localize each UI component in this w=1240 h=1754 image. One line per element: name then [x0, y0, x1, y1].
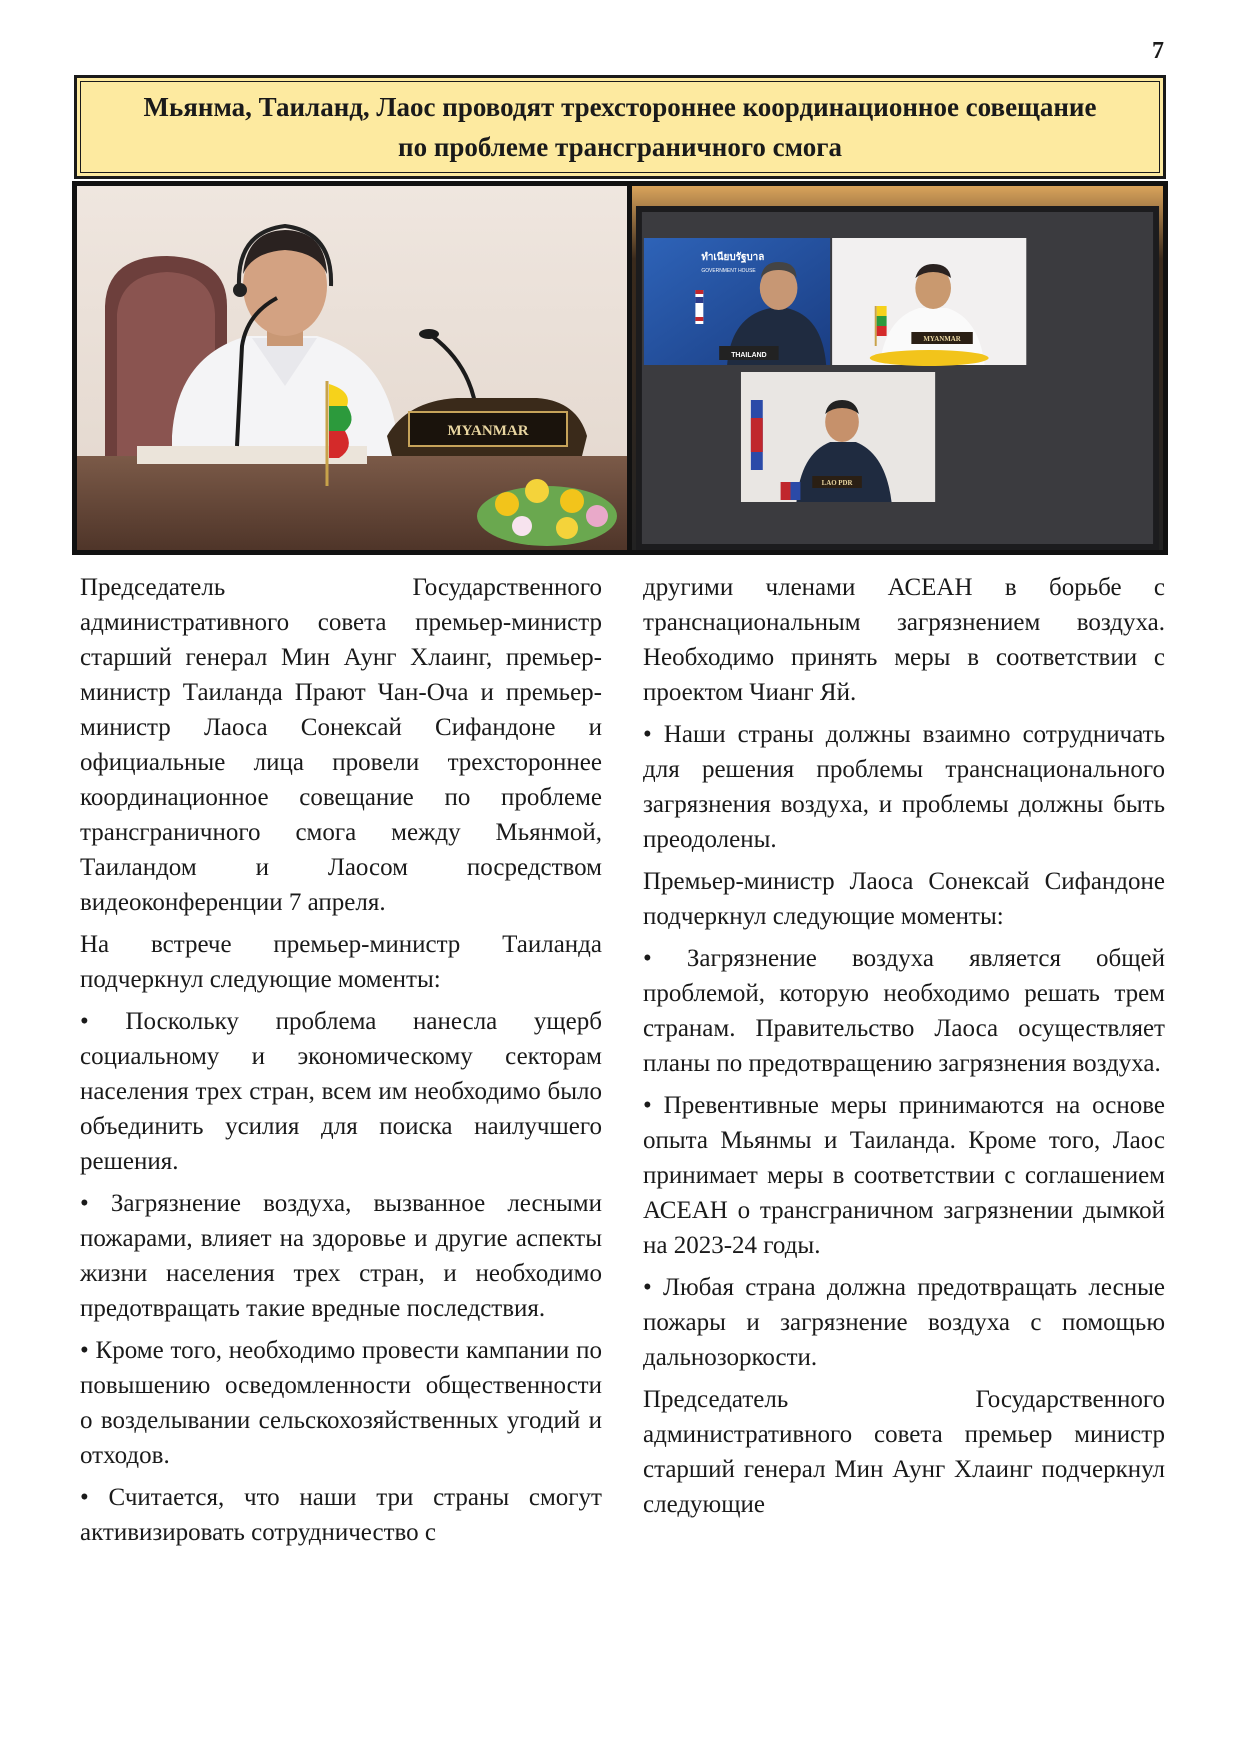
paragraph: Председатель Государственного административного совета премьер министр старший генерал Мин Аунг Хлаинг подчеркнул следующие	[643, 1386, 1165, 1518]
photo-myanmar-delegate	[77, 186, 627, 550]
bullet-paragraph: • Загрязнение воздуха, вызванное лесными пожарами, влияет на здоровье и другие аспекты жизни населения трех стран, и необходимо предотвращать такие вредные последствия.	[80, 1190, 602, 1322]
page-number: 7	[1152, 38, 1164, 64]
nameplate-myanmar-text: MYANMAR	[447, 423, 529, 439]
article-column-left	[80, 570, 602, 1557]
nameplate-thailand-text: THAILAND	[731, 351, 767, 360]
bullet-paragraph: • Поскольку проблема нанесла ущерб социальному и экономическому секторам населения трех стран, всем им необходимо было объединить усилия для поиска наилучшего решения.	[80, 1008, 602, 1175]
bullet-paragraph: • Превентивные меры принимаются на основе опыта Мьянмы и Таиланда. Кроме того, Лаос принимает меры в соответствии с соглашением АСЕАН о трансграничном загрязнении дымкой на 2023-24 годы.	[643, 1092, 1165, 1259]
photo-video-conference-image	[632, 186, 1163, 550]
screen-header-text: ทำเนียบรัฐบาล	[701, 251, 765, 264]
nameplate-myanmar-screen-text: MYANMAR	[923, 334, 961, 344]
bullet-paragraph: • Считается, что наши три страны смогут активизировать сотрудничество с	[80, 1484, 602, 1546]
screen-subheader-text: GOVERNMENT HOUSE	[701, 268, 756, 275]
photo-frame	[72, 181, 1168, 555]
article-column-right	[643, 570, 1165, 1529]
paragraph: Премьер-министр Лаоса Сонексай Сифандоне подчеркнул следующие моменты:	[643, 868, 1165, 930]
photo-myanmar-delegate-image	[77, 186, 627, 550]
bullet-paragraph: • Загрязнение воздуха является общей проблемой, которую необходимо решать трем странам. Правительство Лаоса осуществляет планы по предотвращению загрязнения воздуха.	[643, 945, 1165, 1077]
paragraph: На встрече премьер-министр Таиланда подчеркнул следующие моменты:	[80, 931, 602, 993]
bullet-paragraph: • Любая страна должна предотвращать лесные пожары и загрязнение воздуха с помощью дальнозоркости.	[643, 1274, 1165, 1371]
bullet-paragraph: • Кроме того, необходимо провести кампании по повышению осведомленности общественности о возделывании сельскохозяйственных угодий и отходов.	[80, 1337, 602, 1469]
bullet-paragraph: • Наши страны должны взаимно сотрудничать для решения проблемы транснационального загрязнения воздуха, и проблемы должны быть преодолены.	[643, 721, 1165, 853]
headline-box	[74, 75, 1166, 179]
nameplate-laos-text: LAO PDR	[821, 478, 853, 488]
photo-video-conference	[632, 186, 1163, 550]
paragraph: Председатель Государственного административного совета премьер-министр старший генерал Мин Аунг Хлаинг, премьер-министр Таиланда Прают Чан-Оча и премьер-министр Лаоса Сонексай Сифандоне и официальные лица провели трехстороннее координационное совещание по проблеме трансграничного смога между Мьянмой, Таиландом и Лаосом посредством видеоконференции 7 апреля.	[80, 574, 602, 916]
article-headline: Мьянма, Таиланд, Лаос проводят трехстороннее координационное совещание по проблеме трансграничного смога	[143, 92, 1097, 162]
paragraph: другими членами АСЕАН в борьбе с транснациональным загрязнением воздуха. Необходимо принять меры в соответствии с проектом Чианг Яй.	[643, 574, 1165, 706]
